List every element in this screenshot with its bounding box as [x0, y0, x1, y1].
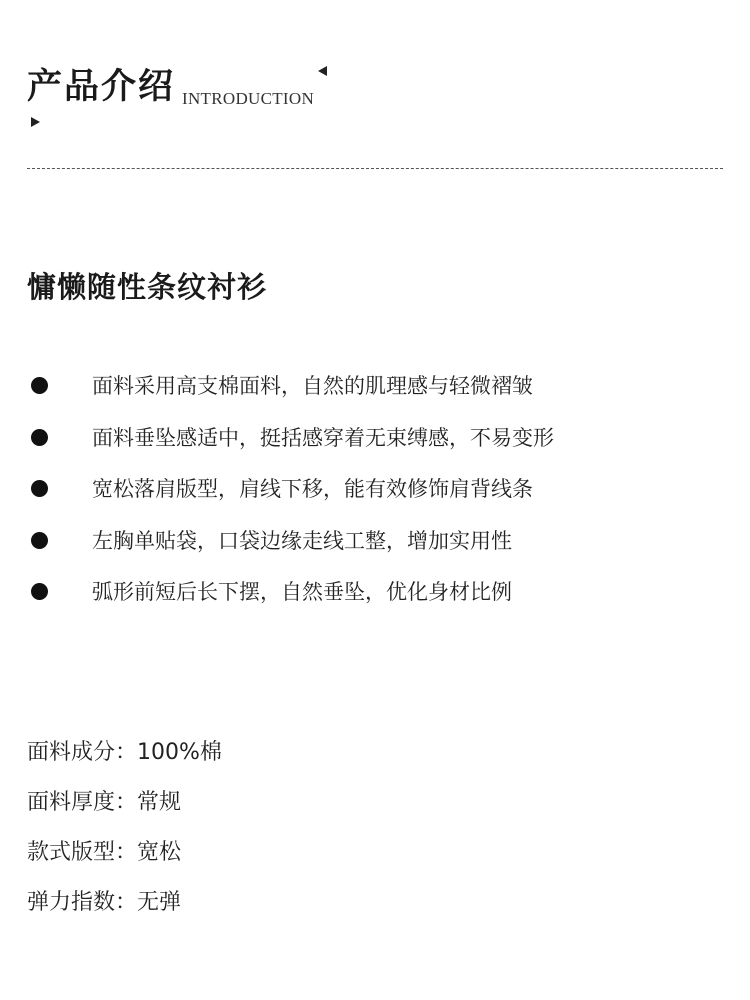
spec-label: 面料成分 — [27, 740, 116, 765]
feature-list — [0, 362, 750, 620]
feature-text: 面料采用高支棉面料，自然的肌理感与轻微褶皱 — [92, 374, 533, 398]
bullet-dot-icon — [31, 480, 48, 497]
feature-text: 面料垂坠感适中，挺括感穿着无束缚感，不易变形 — [92, 425, 554, 450]
spec-value: 100%棉 — [137, 740, 222, 765]
bullet-dot-icon — [31, 532, 48, 549]
spec-value: 宽松 — [137, 840, 182, 865]
dashed-divider — [27, 168, 723, 169]
bullet-dot-icon — [31, 429, 48, 446]
spec-row-fit — [27, 832, 222, 882]
section-subtitle: INTRODUCTION — [182, 89, 315, 108]
spec-separator: ： — [115, 740, 138, 765]
spec-label: 面料厚度 — [27, 790, 116, 815]
feature-item — [0, 414, 750, 466]
feature-text: 宽松落肩版型，肩线下移，能有效修饰肩背线条 — [92, 477, 533, 501]
spec-row-elasticity — [27, 882, 222, 932]
spec-row-fabric — [27, 732, 222, 782]
spec-separator: ： — [115, 790, 138, 815]
spec-separator: ： — [115, 890, 138, 915]
feature-item — [0, 568, 750, 620]
triangle-right-icon — [31, 117, 40, 127]
feature-text: 左胸单贴袋，口袋边缘走线工整，增加实用性 — [92, 528, 512, 553]
spec-label: 弹力指数 — [27, 890, 116, 915]
spec-label: 款式版型 — [27, 840, 116, 865]
spec-list — [27, 732, 222, 932]
bullet-dot-icon — [31, 377, 48, 394]
spec-row-thickness — [27, 782, 222, 832]
spec-value: 常规 — [137, 790, 182, 815]
product-title: 慵懒随性条纹衬衫 — [27, 270, 268, 304]
feature-item — [0, 517, 750, 569]
feature-item — [0, 362, 750, 414]
section-title: 产品介绍 — [27, 67, 176, 107]
feature-text: 弧形前短后长下摆，自然垂坠，优化身材比例 — [92, 580, 512, 604]
triangle-left-icon — [318, 66, 327, 76]
bullet-dot-icon — [31, 583, 48, 600]
spec-value: 无弹 — [137, 890, 182, 915]
spec-separator: ： — [115, 840, 138, 865]
feature-item — [0, 465, 750, 517]
